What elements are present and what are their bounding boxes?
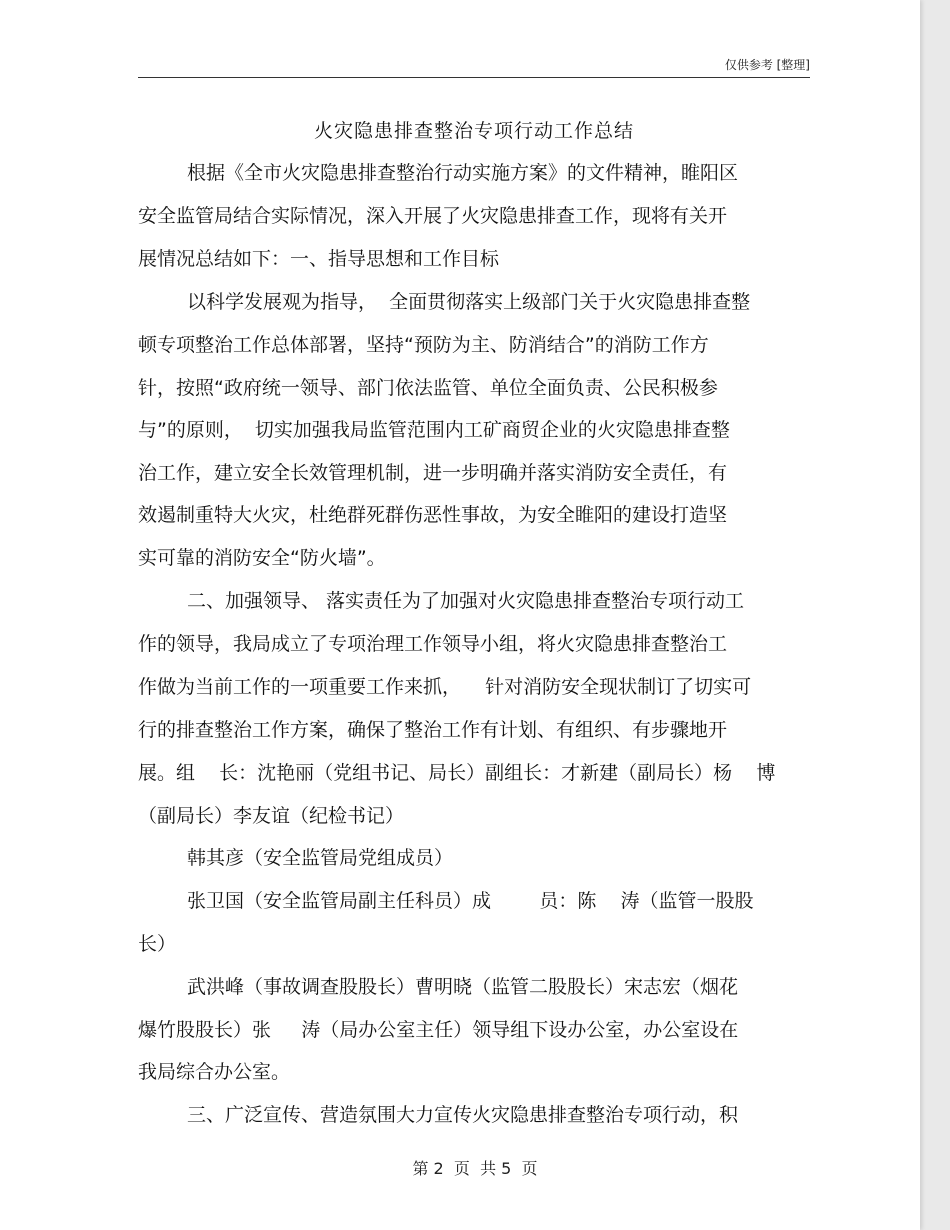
body-line: 实可靠的消防安全“防火墙”。 (138, 547, 386, 569)
body-line: 三、广泛宣传、营造氛围大力宣传火灾隐患排查整治专项行动，积 (187, 1104, 739, 1126)
body-line: 以科学发展观为指导， 全面贯彻落实上级部门关于火灾隐患排查整 (187, 291, 751, 313)
body-line: 与”的原则， 切实加强我局监管范围内工矿商贸企业的火灾隐患排查整 (138, 419, 730, 441)
body-line: 爆竹股股长）张 涛（局办公室主任）领导组下设办公室，办公室设在 (138, 1019, 739, 1041)
body-line: 行的排查整治工作方案，确保了整治工作有计划、有组织、有步骤地开 (138, 719, 728, 741)
header-note: 仅供参考 [整理] (724, 58, 810, 72)
body-line: 张卫国（安全监管局副主任科员）成 员：陈 涛（监管一股股 (187, 890, 754, 912)
body-line: 二、加强领导、 落实责任为了加强对火灾隐患排查整治专项行动工 (187, 590, 745, 612)
body-line: 根据《全市火灾隐患排查整治行动实施方案》的文件精神，睢阳区 (187, 162, 739, 184)
body-line: 武洪峰（事故调查股股长）曹明晓（监管二股股长）宋志宏（烟花 (187, 976, 739, 998)
body-line: 针，按照“政府统一领导、部门依法监管、单位全面负责、公民积极参 (138, 377, 718, 399)
body-line: 韩其彦（安全监管局党组成员） (187, 847, 454, 869)
body-line: 效遏制重特大火灾，杜绝群死群伤恶性事故，为安全睢阳的建设打造坚 (138, 504, 728, 526)
body-line: 安全监管局结合实际情况，深入开展了火灾隐患排查工作，现将有关开 (138, 205, 728, 227)
body-line: 作做为当前工作的一项重要工作来抓， 针对消防安全现状制订了切实可 (138, 676, 752, 698)
header-rule (138, 77, 810, 78)
body-line: 我局综合办公室。 (138, 1061, 291, 1083)
body-line: 长） (138, 933, 177, 955)
body-line: （副局长）李友谊（纪检书记） (138, 805, 405, 827)
body-line: 展情况总结如下：一、指导思想和工作目标 (138, 248, 500, 270)
body-line: 展。组 长：沈艳丽（党组书记、局长）副组长：才新建（副局长）杨 博 (138, 762, 776, 784)
page-number: 第 2 页 共 5 页 (412, 1159, 538, 1178)
body-line: 作的领导，我局成立了专项治理工作领导小组，将火灾隐患排查整治工 (138, 633, 728, 655)
document-title: 火灾隐患排查整治专项行动工作总结 (313, 120, 634, 142)
body-line: 顿专项整治工作总体部署，坚持“预防为主、防消结合”的消防工作方 (138, 334, 709, 356)
body-line: 治工作，建立安全长效管理机制，进一步明确并落实消防安全责任，有 (138, 462, 728, 484)
